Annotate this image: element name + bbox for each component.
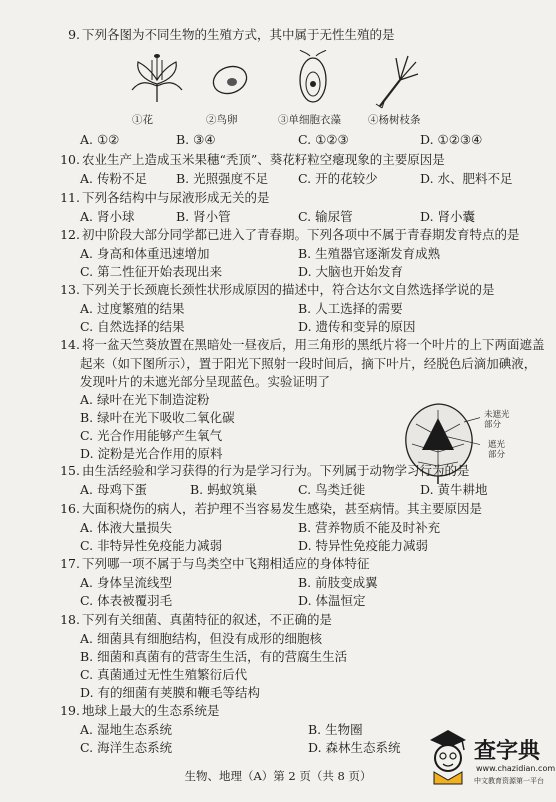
- question-text: 地球上最大的生态系统是: [82, 703, 220, 718]
- question-text-line2: 起来（如下图所示），置于阳光下照射一段时间后，摘下叶片，经脱色后滴加碘液，: [80, 356, 537, 371]
- option-c[interactable]: C. 海洋生态系统: [80, 740, 173, 755]
- label-unshaded: 未遮光: [484, 410, 510, 420]
- reproduction-figures: [122, 50, 422, 130]
- options-q15: [80, 480, 550, 497]
- question-number: 9.: [68, 27, 80, 42]
- question-number: 13.: [60, 282, 80, 297]
- option-b[interactable]: B. 肾小管: [176, 209, 231, 224]
- option-a[interactable]: A. ①②: [80, 132, 120, 147]
- question-number: 16.: [60, 501, 80, 516]
- option-d[interactable]: D. 黄牛耕地: [420, 482, 488, 497]
- option-b[interactable]: B. 人工选择的需要: [298, 301, 403, 316]
- options-q18-c: [80, 665, 550, 682]
- option-a[interactable]: A. 身体呈流线型: [80, 575, 172, 590]
- options-q17-row2: [80, 591, 550, 608]
- question-text: 初中阶段大部分同学都已进入了青春期。下列各项中不属于青春期发育特点的是: [82, 227, 520, 242]
- option-c[interactable]: C. ①②③: [298, 132, 349, 147]
- option-b[interactable]: B. 生殖器官逐渐发育成熟: [298, 246, 441, 261]
- question-9: [58, 26, 536, 43]
- options-q16-row1: [80, 518, 550, 535]
- option-a[interactable]: A. 肾小球: [80, 209, 135, 224]
- question-number: 11.: [60, 190, 80, 205]
- question-text: 农业生产上造成玉米果穗“秃顶”、葵花籽粒空瘪现象的主要原因是: [82, 152, 445, 167]
- option-d[interactable]: D. 体温恒定: [298, 593, 366, 608]
- caption-chlamydomonas: ③单细胞衣藻: [278, 114, 341, 126]
- question-text-line1: 将一盆天竺葵放置在黑暗处一昼夜后，用三角形的黑纸片将一个叶片的上下两面遮盖: [82, 337, 545, 352]
- options-q12-row2: [80, 262, 550, 279]
- label-shaded-part: 部分: [488, 450, 506, 460]
- options-q9: [80, 132, 550, 149]
- question-number: 14.: [60, 337, 80, 352]
- flower-figure: [122, 50, 192, 110]
- question-15: [58, 462, 536, 479]
- chazidian-logo[interactable]: [424, 726, 556, 798]
- options-q10: [80, 169, 550, 186]
- option-b[interactable]: B. 营养物质不能及时补充: [298, 520, 441, 535]
- question-12: [58, 226, 536, 243]
- option-a[interactable]: A. 传粉不足: [80, 171, 147, 186]
- option-a[interactable]: A. 身高和体重迅速增加: [80, 246, 210, 261]
- option-d[interactable]: D. 水、肥料不足: [420, 171, 513, 186]
- option-a[interactable]: A. 湿地生态系统: [80, 722, 172, 737]
- option-c[interactable]: C. 光合作用能够产生氧气: [80, 428, 223, 443]
- question-14: [58, 336, 545, 353]
- question-16: [58, 500, 536, 517]
- option-d[interactable]: D. 大脑也开始发育: [298, 264, 404, 279]
- question-17: [58, 555, 536, 572]
- label-unshaded-part: 部分: [484, 420, 502, 430]
- option-a[interactable]: A. 细菌具有细胞结构，但没有成形的细胞核: [80, 631, 322, 646]
- option-c[interactable]: C. 非特异性免疫能力减弱: [80, 538, 223, 553]
- caption-flower: ①花: [132, 114, 153, 126]
- question-number: 10.: [60, 152, 80, 167]
- question-text-line3: 发现叶片的未遮光部分呈现蓝色。实验证明了: [80, 374, 331, 389]
- option-b[interactable]: B. 前肢变成翼: [298, 575, 378, 590]
- logo-slogan: 中文教育资源第一平台: [474, 777, 544, 785]
- option-d[interactable]: D. ①②③④: [420, 132, 483, 147]
- option-a[interactable]: A. 体液大量损失: [80, 520, 172, 535]
- question-number: 15.: [60, 463, 80, 478]
- options-q16-row2: [80, 536, 550, 553]
- options-q13-row1: [80, 299, 550, 316]
- options-q12-row1: [80, 244, 550, 261]
- question-number: 18.: [60, 612, 80, 627]
- logo-name: 查字典: [474, 739, 541, 764]
- option-d[interactable]: D. 有的细菌有荚膜和鞭毛等结构: [80, 685, 261, 700]
- question-text: 由生活经验和学习获得的行为是学习行为。下列属于动物学习行为的是: [82, 463, 470, 478]
- option-c[interactable]: C. 体表被覆羽毛: [80, 593, 173, 608]
- options-q18-d: [80, 683, 550, 700]
- option-d[interactable]: D. 淀粉是光合作用的原料: [80, 446, 223, 461]
- option-b[interactable]: B. 生物圈: [308, 722, 363, 737]
- option-c[interactable]: C. 第二性征开始表现出来: [80, 264, 223, 279]
- option-c[interactable]: C. 自然选择的结果: [80, 319, 185, 334]
- question-number: 19.: [60, 703, 80, 718]
- options-q11: [80, 207, 550, 224]
- options-q17-row1: [80, 573, 550, 590]
- question-11: [58, 189, 536, 206]
- question-text: 大面积烧伤的病人，若护理不当容易发生感染，甚至病情。其主要原因是: [82, 501, 483, 516]
- question-10: [58, 151, 536, 168]
- page-footer: 生物、地理（A）第 2 页（共 8 页）: [184, 769, 372, 783]
- options-q18-a: [80, 629, 550, 646]
- question-text: 下列有关细菌、真菌特征的叙述，不正确的是: [82, 612, 333, 627]
- option-d[interactable]: D. 特异性免疫能力减弱: [298, 538, 429, 553]
- caption-bird-egg: ②鸟卵: [206, 114, 238, 126]
- mascot-icon: [424, 726, 472, 786]
- poplar-branch-figure: [370, 50, 422, 110]
- option-c[interactable]: C. 鸟类迁徙: [298, 482, 366, 497]
- option-c[interactable]: C. 开的花较少: [298, 171, 378, 186]
- option-a[interactable]: A. 绿叶在光下制造淀粉: [80, 392, 210, 407]
- option-b[interactable]: B. 光照强度不足: [176, 171, 269, 186]
- logo-url: www.chazidian.com: [476, 764, 556, 773]
- options-q18-b: [80, 647, 550, 664]
- label-shaded: 遮光: [488, 440, 506, 450]
- option-d[interactable]: D. 森林生态系统: [308, 740, 401, 755]
- options-q13-row2: [80, 317, 550, 334]
- question-13: [58, 281, 536, 298]
- option-d[interactable]: D. 肾小囊: [420, 209, 476, 224]
- question-18: [58, 611, 536, 628]
- question-number: 17.: [60, 556, 80, 571]
- option-b[interactable]: B. 蚂蚁筑巢: [190, 482, 258, 497]
- option-a[interactable]: A. 母鸡下蛋: [80, 482, 147, 497]
- question-text: 下列各结构中与尿液形成无关的是: [82, 190, 270, 205]
- option-d[interactable]: D. 遗传和变异的原因: [298, 319, 416, 334]
- caption-poplar-branch: ④杨树枝条: [368, 114, 421, 126]
- question-19: [58, 702, 536, 719]
- question-number: 12.: [60, 227, 80, 242]
- question-text: 下列关于长颈鹿长颈性状形成原因的描述中，符合达尔文自然选择学说的是: [82, 282, 495, 297]
- question-text: 下列哪一项不属于与鸟类空中飞翔相适应的身体特征: [82, 556, 370, 571]
- option-c[interactable]: C. 输尿管: [298, 209, 353, 224]
- option-b[interactable]: B. 绿叶在光下吸收二氧化碳: [80, 410, 235, 425]
- chlamydomonas-figure: [292, 50, 338, 110]
- option-b[interactable]: B. ③④: [176, 132, 216, 147]
- option-b[interactable]: B. 细菌和真菌有的营寄生生活，有的营腐生生活: [80, 649, 348, 664]
- option-c[interactable]: C. 真菌通过无性生殖繁衍后代: [80, 667, 248, 682]
- bird-egg-figure: [208, 60, 254, 100]
- question-text: 下列各图为不同生物的生殖方式，其中属于无性生殖的是: [82, 27, 395, 42]
- option-a[interactable]: A. 过度繁殖的结果: [80, 301, 185, 316]
